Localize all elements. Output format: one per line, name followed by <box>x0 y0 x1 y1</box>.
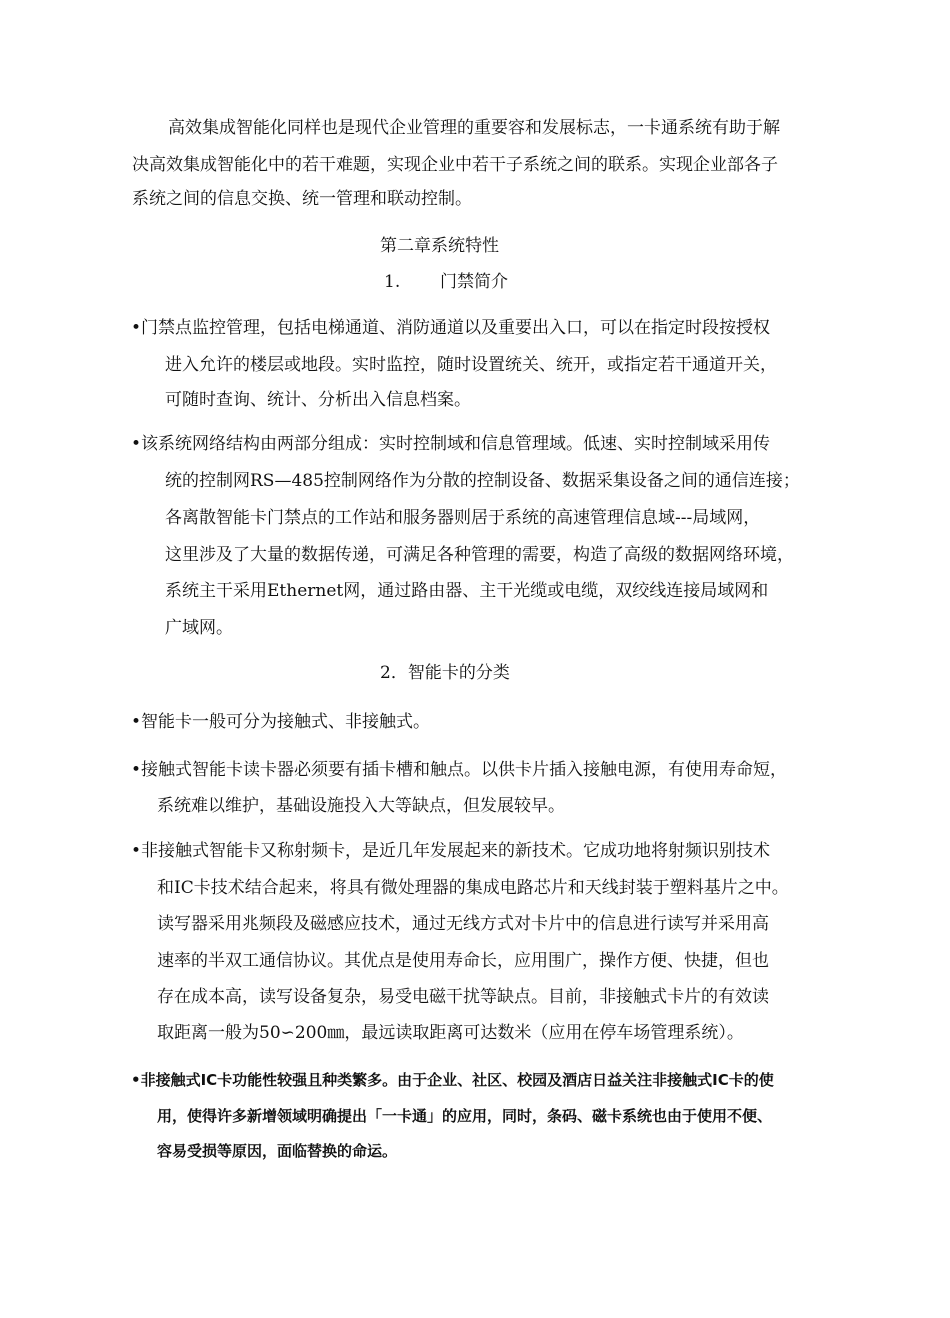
card-bullet-4-line-1: •非接触式IC卡功能性较强且种类繁多。由于企业、社区、校园及酒店日益关注非接触式IC卡的使 <box>131 1071 774 1089</box>
access-bullet-2-line-3: 各离散智能卡门禁点的工作站和服务器则居于系统的高速管理信息域---局域网， <box>165 508 761 528</box>
section-1-number: 1. <box>384 272 401 292</box>
access-bullet-2-line-2: 统的控制网RS—485控制网络作为分散的控制设备、数据采集设备之间的通信连接； <box>165 471 800 491</box>
card-bullet-1: •智能卡一般可分为接触式、非接触式。 <box>131 712 431 732</box>
intro-line-2: 决高效集成智能化中的若干难题，实现企业中若干子系统之间的联系。实现企业部各子 <box>132 155 778 175</box>
card-bullet-3-line-4: 速率的半双工通信协议。其优点是使用寿命长，应用围广，操作方便、快捷，但也 <box>157 951 769 971</box>
section-2-title: 2．智能卡的分类 <box>380 663 510 683</box>
section-1-title: 门禁简介 <box>440 272 508 292</box>
access-bullet-2-line-1: •该系统网络结构由两部分组成：实时控制域和信息管理域。低速、实时控制域采用传 <box>131 434 771 454</box>
card-bullet-2-line-1: •接触式智能卡读卡器必须要有插卡槽和触点。以供卡片插入接触电源，有使用寿命短， <box>131 760 788 780</box>
card-bullet-3-line-5: 存在成本高，读写设备复杂，易受电磁干扰等缺点。目前，非接触式卡片的有效读 <box>157 987 769 1007</box>
card-bullet-3-line-2: 和IC卡技术结合起来，将具有微处理器的集成电路芯片和天线封装于塑料基片之中。 <box>157 878 789 898</box>
intro-line-1: 高效集成智能化同样也是现代企业管理的重要容和发展标志，一卡通系统有助于解 <box>168 118 780 138</box>
access-bullet-1-line-2: 进入允许的楼层或地段。实时监控，随时设置统关、统开，或指定若干通道开关， <box>165 355 777 375</box>
card-bullet-3-line-1: •非接触式智能卡又称射频卡，是近几年发展起来的新技术。它成功地将射频识别技术 <box>131 841 771 861</box>
card-bullet-4-line-3: 容易受损等原因，面临替换的命运。 <box>157 1142 398 1160</box>
access-bullet-1-line-1: •门禁点监控管理，包括电梯通道、消防通道以及重要出入口，可以在指定时段按授权 <box>131 318 771 338</box>
card-bullet-3-line-3: 读写器采用兆频段及磁感应技术，通过无线方式对卡片中的信息进行读写并采用高 <box>157 914 769 934</box>
access-bullet-2-line-5: 系统主干采用Ethernet网，通过路由器、主干光缆或电缆，双绞线连接局域网和 <box>165 581 769 601</box>
access-bullet-1-line-3: 可随时查询、统计、分析出入信息档案。 <box>165 390 471 410</box>
chapter-title: 第二章系统特性 <box>380 236 499 256</box>
card-bullet-4-line-2: 用，使得许多新增领域明确提出「一卡通」的应用，同时，条码、磁卡系统也由于使用不便、 <box>157 1107 773 1125</box>
card-bullet-2-line-2: 系统难以维护，基础设施投入大等缺点，但发展较早。 <box>157 796 565 816</box>
card-bullet-3-line-6: 取距离一般为50∽200㎜，最远读取距离可达数米（应用在停车场管理系统）。 <box>157 1023 744 1043</box>
access-bullet-2-line-6: 广域网。 <box>165 618 233 638</box>
access-bullet-2-line-4: 这里涉及了大量的数据传递，可满足各种管理的需要，构造了高级的数据网络环境， <box>165 545 794 565</box>
intro-line-3: 系统之间的信息交换、统一管理和联动控制。 <box>132 189 472 209</box>
